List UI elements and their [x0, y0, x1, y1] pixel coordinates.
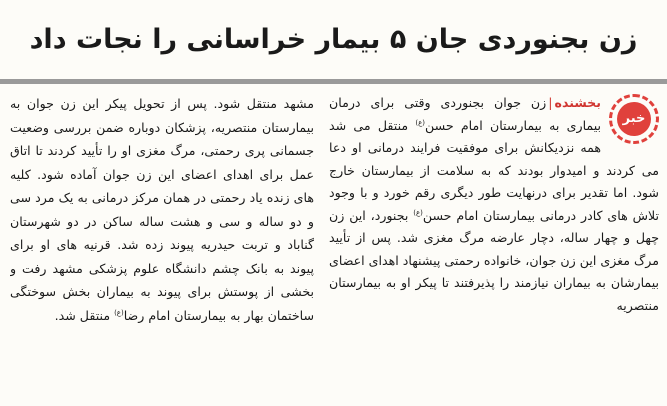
news-badge-icon [609, 94, 659, 144]
article-text-l2: منتقل شد. [54, 307, 115, 323]
honorific-1: (ع) [415, 118, 426, 127]
headline: زن بجنوردی جان ۵ بیمار خراسانی را نجات داد [29, 24, 638, 55]
article-column-right [329, 92, 659, 404]
honorific-3: (ع) [114, 308, 124, 317]
headline-divider [0, 79, 667, 84]
category-label: بخشنده [554, 95, 601, 110]
honorific-2: (ع) [413, 208, 423, 217]
article-text-r2: منتقل می شد همه نزدیکانش برای موفقیت فرایند درمانی او دعا می کردند و امیدوار بودند که به سلامت از بیمارستان خارج شود. اما تقدیر برای درنهایت طور دیگری رقم خورد و با وجود تلاش های کادر درمانی بیمارستان امام حسن [329, 117, 659, 223]
article-text-l1: مشهد منتقل شود. پس از تحویل پیکر این زن جوان به بیمارستان منتصریه، پزشکان دوباره ضمن بررسی وضعیت جسمانی پری رحمتی، مرگ مغزی او را تأیید کردند تا اتاق عمل برای اهدای اعضای این زن جوان آماده شود. کلیه های زنده یاد رحمتی در همان مرکز درمانی به یک مرد سی و دو ساله و سی و هشت ساله ساکن در دو شهرستان گناباد و تربت حیدریه پیوند زده شد. قرنیه های او برای پیوند به بانک چشم دانشگاه علوم پزشکی مشهد رفت و بخشی از پوستش برای پیوند به بیماران بخش سوختگی ساختمان بهار به بیمارستان امام رضا [10, 96, 314, 323]
news-badge-label: خبر [617, 102, 651, 136]
article-text-r3: بجنورد، این زن چهل و چهار ساله، دچار عارضه مرگ مغزی شد. پس از تأیید مرگ مغزی این زن جوان، خانواده رحمتی پیشنهاد اهدای اعضای بیمارشان به بیماران نیازمند را پذیرفتند تا پیکر او به بیمارستان منتصریه [329, 207, 659, 313]
article-column-left [10, 92, 314, 404]
category-separator: | [548, 95, 553, 110]
article-text-r1: زن جوان بجنوردی وقتی برای درمان بیماری به بیمارستان امام حسن [329, 95, 602, 133]
